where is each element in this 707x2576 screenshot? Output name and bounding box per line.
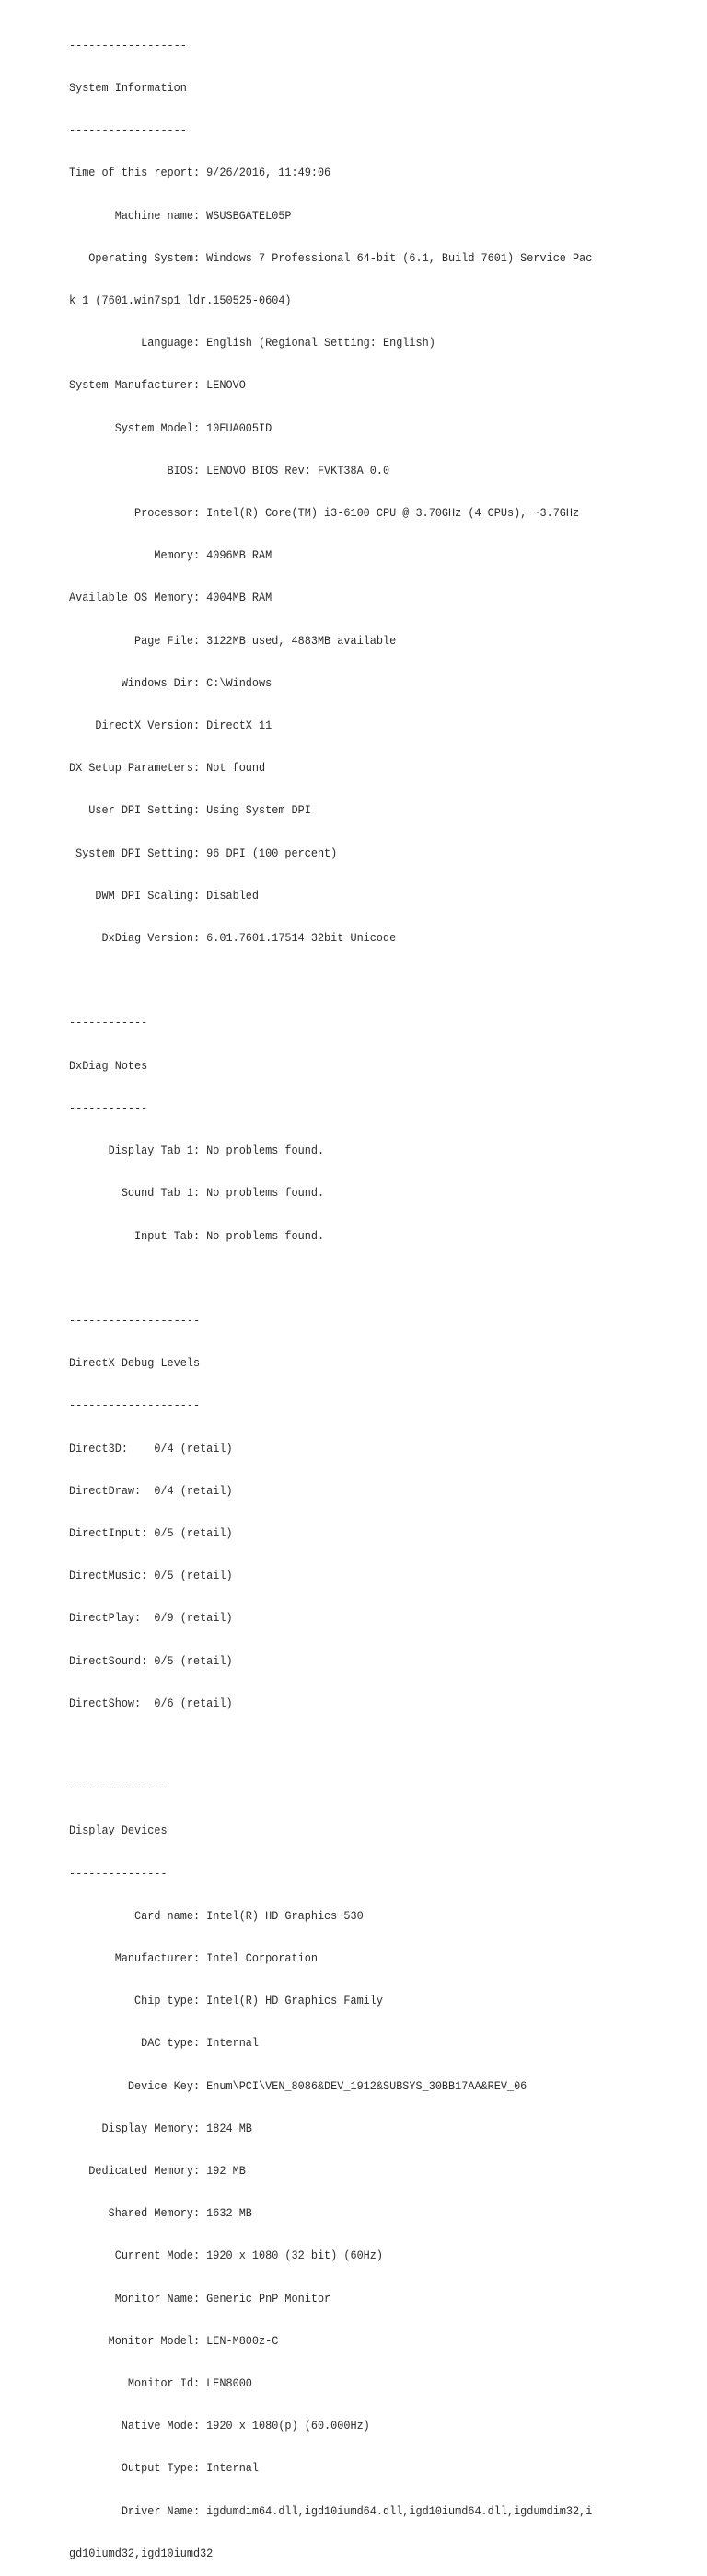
section-rule: --------------- — [69, 1782, 168, 1796]
section-rule: ------------ — [69, 1101, 148, 1115]
blank-line — [69, 1272, 657, 1286]
section-heading-display-devices: Display Devices — [69, 1824, 168, 1838]
section-rule: ------------------ — [69, 124, 187, 138]
monitor-name-line: Monitor Name: Generic PnP Monitor — [69, 2292, 331, 2306]
monitor-id-line: Monitor Id: LEN8000 — [69, 2376, 252, 2390]
system-manufacturer-line: System Manufacturer: LENOVO — [69, 379, 246, 393]
shared-memory-line: Shared Memory: 1632 MB — [69, 2207, 252, 2221]
display-memory-line: Display Memory: 1824 MB — [69, 2122, 252, 2135]
driver-name-line-continued: gd10iumd32,igd10iumd32 — [69, 2547, 214, 2560]
operating-system-line-continued: k 1 (7601.win7sp1_ldr.150525-0604) — [69, 294, 292, 308]
dxdiag-report-text — [69, 11, 657, 2576]
current-mode-line: Current Mode: 1920 x 1080 (32 bit) (60Hz) — [69, 2249, 383, 2263]
section-heading-system-information: System Information — [69, 82, 187, 96]
section-rule: -------------------- — [69, 1314, 201, 1328]
section-rule: -------------------- — [69, 1399, 201, 1413]
output-type-line: Output Type: Internal — [69, 2462, 260, 2476]
native-mode-line: Native Mode: 1920 x 1080(p) (60.000Hz) — [69, 2420, 370, 2433]
dedicated-memory-line: Dedicated Memory: 192 MB — [69, 2164, 246, 2178]
section-rule: ------------ — [69, 1017, 148, 1030]
system-dpi-setting-line: System DPI Setting: 96 DPI (100 percent) — [69, 846, 338, 860]
system-model-line: System Model: 10EUA005ID — [69, 421, 272, 435]
language-line: Language: English (Regional Setting: English) — [69, 337, 435, 351]
dwm-dpi-scaling-line: DWM DPI Scaling: Disabled — [69, 889, 260, 903]
page-file-line: Page File: 3122MB used, 4883MB available — [69, 634, 397, 648]
manufacturer-line: Manufacturer: Intel Corporation — [69, 1951, 318, 1965]
section-heading-dxdiag-notes: DxDiag Notes — [69, 1059, 148, 1073]
section-heading-directx-debug-levels: DirectX Debug Levels — [69, 1357, 201, 1371]
directshow-level: DirectShow: 0/6 (retail) — [69, 1696, 233, 1710]
input-tab-note: Input Tab: No problems found. — [69, 1229, 325, 1243]
directdraw-level: DirectDraw: 0/4 (retail) — [69, 1484, 233, 1498]
memory-line: Memory: 4096MB RAM — [69, 549, 272, 563]
directx-version-line: DirectX Version: DirectX 11 — [69, 719, 272, 733]
direct3d-level: Direct3D: 0/4 (retail) — [69, 1442, 233, 1455]
section-rule: ------------------ — [69, 39, 187, 52]
dx-setup-parameters-line: DX Setup Parameters: Not found — [69, 762, 266, 776]
driver-name-line: Driver Name: igdumdim64.dll,igd10iumd64.dll,igd10iumd64.dll,igdumdim32,i — [69, 2504, 593, 2518]
directsound-level: DirectSound: 0/5 (retail) — [69, 1654, 233, 1668]
user-dpi-setting-line: User DPI Setting: Using System DPI — [69, 804, 311, 818]
monitor-model-line: Monitor Model: LEN-M800z-C — [69, 2334, 279, 2348]
processor-line: Processor: Intel(R) Core(TM) i3-6100 CPU @ 3.70GHz (4 CPUs), ~3.7GHz — [69, 507, 580, 521]
device-key-line: Device Key: Enum\PCI\VEN_8086&DEV_1912&SUBSYS_30BB17AA&REV_06 — [69, 2079, 527, 2093]
chip-type-line: Chip type: Intel(R) HD Graphics Family — [69, 1995, 383, 2008]
dxdiag-version-line: DxDiag Version: 6.01.7601.17514 32bit Unicode — [69, 932, 397, 946]
blank-line — [69, 974, 657, 988]
blank-line — [69, 1740, 657, 1754]
sound-tab-note: Sound Tab 1: No problems found. — [69, 1187, 325, 1201]
bios-line: BIOS: LENOVO BIOS Rev: FVKT38A 0.0 — [69, 464, 390, 477]
dac-type-line: DAC type: Internal — [69, 2037, 260, 2051]
windows-dir-line: Windows Dir: C:\Windows — [69, 676, 272, 690]
section-rule: --------------- — [69, 1867, 168, 1880]
directinput-level: DirectInput: 0/5 (retail) — [69, 1526, 233, 1540]
available-os-memory-line: Available OS Memory: 4004MB RAM — [69, 592, 272, 605]
machine-name-line: Machine name: WSUSBGATEL05P — [69, 209, 292, 223]
display-tab-note: Display Tab 1: No problems found. — [69, 1144, 325, 1158]
directplay-level: DirectPlay: 0/9 (retail) — [69, 1612, 233, 1626]
directmusic-level: DirectMusic: 0/5 (retail) — [69, 1570, 233, 1583]
card-name-line: Card name: Intel(R) HD Graphics 530 — [69, 1909, 364, 1923]
report-time-line: Time of this report: 9/26/2016, 11:49:06 — [69, 167, 331, 180]
operating-system-line: Operating System: Windows 7 Professional 64-bit (6.1, Build 7601) Service Pac — [69, 251, 593, 265]
